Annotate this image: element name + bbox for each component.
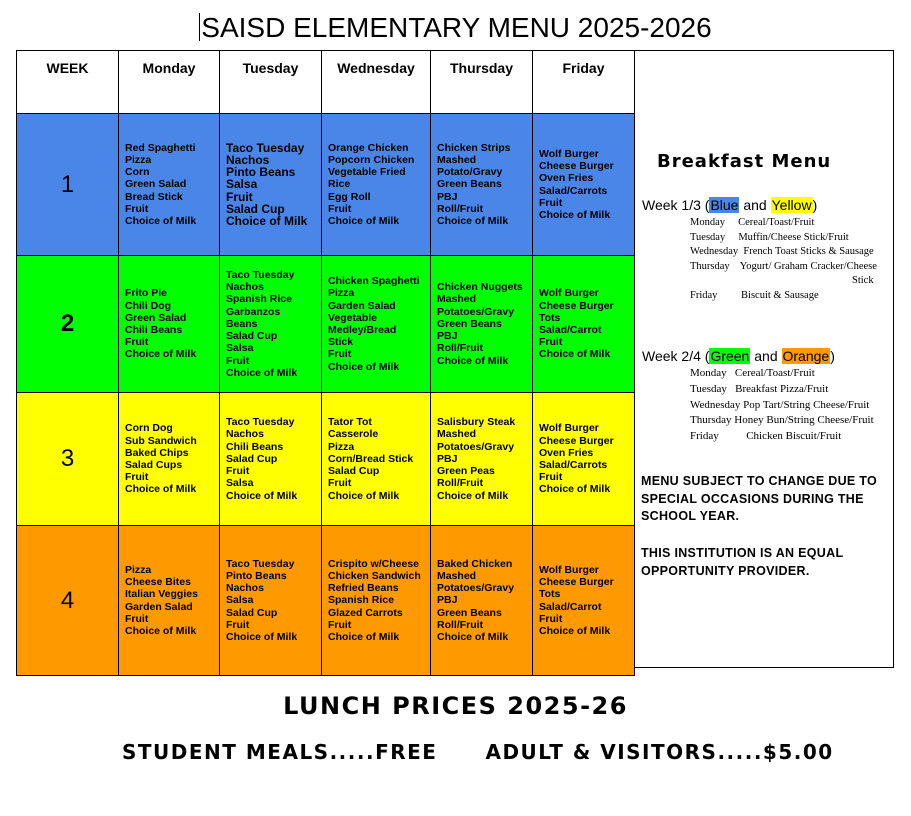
menu-item: Beans — [226, 317, 258, 330]
menu-item: Taco Tuesday — [226, 557, 295, 570]
breakfast-item: Monday Cereal/Toast/Fruit — [690, 367, 815, 379]
menu-item: Salisbury Steak — [437, 416, 516, 429]
menu-item: Green Peas — [437, 465, 495, 478]
menu-item: Green Beans — [437, 606, 502, 619]
menu-item: Glazed Carrots — [328, 606, 403, 619]
menu-cell-monday — [119, 114, 220, 256]
menu-item: Pinto Beans — [226, 165, 296, 180]
menu-item: Oven Fries — [539, 446, 594, 459]
menu-item: Corn Dog — [125, 422, 173, 435]
menu-item: Fruit — [328, 202, 352, 215]
menu-item: Salsa — [226, 477, 254, 490]
breakfast-list-2-4 — [690, 366, 874, 445]
menu-cell-wednesday — [322, 526, 431, 676]
menu-item: Pizza — [328, 440, 355, 453]
menu-item: Garbanzos — [226, 305, 281, 318]
menu-item: Salsa — [226, 177, 258, 192]
breakfast-item: Friday Biscuit & Sausage — [690, 289, 819, 301]
breakfast-list-1-3 — [690, 216, 877, 303]
menu-item: Crispito w/Cheese — [328, 557, 420, 570]
menu-item: Mashed — [437, 153, 477, 166]
equal-opportunity-note: THIS INSTITUTION IS AN EQUAL OPPORTUNITY PROVIDER. — [641, 546, 844, 578]
menu-item: Fruit — [125, 202, 149, 215]
menu-item: Tator Tot — [328, 416, 372, 429]
menu-item: Cheese Burger — [539, 576, 614, 589]
yellow-highlight: Yellow — [771, 197, 812, 213]
menu-item: Frito Pie — [125, 287, 168, 300]
menu-cell-friday — [533, 256, 635, 393]
menu-item: Roll/Fruit — [437, 342, 484, 355]
menu-item: Cheese Burger — [539, 434, 614, 447]
menu-item: Tots — [539, 588, 561, 601]
menu-item: Choice of Milk — [539, 624, 611, 637]
header-friday: Friday — [533, 51, 635, 114]
menu-item: Wolf Burger — [539, 563, 599, 576]
menu-item: Fruit — [539, 471, 563, 484]
menu-item: Garden Salad — [125, 600, 193, 613]
menu-item: Choice of Milk — [328, 215, 400, 227]
menu-item: Choice of Milk — [226, 366, 298, 379]
page-title — [0, 12, 911, 44]
menu-item: Fruit — [539, 336, 563, 349]
menu-item: Casserole — [328, 428, 379, 441]
menu-item: Salad Cup — [226, 201, 285, 216]
menu-item: Medley/Bread — [328, 324, 397, 336]
menu-item: Fruit — [539, 196, 563, 209]
breakfast-item: Friday Chicken Biscuit/Fruit — [690, 430, 842, 443]
menu-item: Baked Chicken — [437, 557, 513, 570]
menu-item: Salad Cup — [226, 606, 278, 619]
breakfast-item: Stick — [852, 275, 874, 286]
menu-item: Wolf Burger — [539, 422, 599, 435]
menu-item: Chicken Sandwich — [328, 569, 421, 582]
menu-item: Choice of Milk — [125, 348, 197, 361]
week-row — [17, 256, 635, 393]
student-price: STUDENT MEALS.....FREE — [122, 740, 438, 764]
menu-item: Wolf Burger — [539, 147, 599, 160]
title-text: SAISD ELEMENTARY MENU 2025-2026 — [201, 12, 712, 43]
heading-suffix: ) — [812, 197, 818, 213]
menu-cell-friday — [533, 526, 635, 676]
menu-item: Taco Tuesday — [226, 416, 295, 429]
menu-item: Fruit — [226, 465, 250, 478]
orange-highlight: Orange — [782, 348, 830, 364]
menu-item: Egg Roll — [328, 190, 371, 203]
menu-item: Choice of Milk — [437, 354, 509, 367]
menu-item: Salad Cups — [125, 459, 183, 471]
menu-cell-thursday — [431, 393, 533, 526]
menu-item: Italian Veggies — [125, 588, 198, 601]
menu-item: Fruit — [125, 336, 149, 349]
menu-item: Wolf Burger — [539, 287, 599, 300]
menu-item: Garden Salad — [328, 299, 396, 312]
breakfast-item: Thursday Yogurt/ Graham Cracker/Cheese — [690, 260, 877, 272]
heading-prefix: Week 1/3 ( — [642, 197, 710, 213]
menu-item: Nachos — [226, 428, 264, 441]
week-row — [17, 114, 635, 256]
menu-item: Fruit — [125, 612, 149, 625]
menu-cell-tuesday — [220, 526, 322, 676]
menu-item: Orange Chicken — [328, 141, 409, 154]
menu-item: Cheese Burger — [539, 299, 614, 312]
menu-item: Fruit — [539, 612, 563, 625]
menu-cell-monday — [119, 526, 220, 676]
menu-item: Tots — [539, 311, 561, 324]
menu-item: Pizza — [125, 153, 152, 166]
blue-highlight: Blue — [710, 197, 739, 213]
menu-cell-friday — [533, 393, 635, 526]
breakfast-item: Wednesday French Toast Sticks & Sausage — [690, 246, 874, 257]
breakfast-item: Thursday Honey Bun/String Cheese/Fruit — [690, 414, 874, 427]
menu-item: Choice of Milk — [328, 631, 400, 643]
menu-item: Potatoes/Gravy — [437, 582, 515, 595]
menu-item: Stick — [328, 336, 354, 349]
menu-item: Popcorn Chicken — [328, 153, 415, 166]
menu-item: PBJ — [437, 452, 458, 465]
menu-item: Rice — [328, 178, 351, 191]
breakfast-item: Tuesday Breakfast Pizza/Fruit — [690, 382, 829, 395]
breakfast-panel — [634, 50, 894, 668]
menu-item: Chili Beans — [125, 324, 183, 336]
heading-and: and — [739, 197, 771, 213]
menu-item: Taco Tuesday — [226, 269, 295, 282]
menu-cell-thursday — [431, 114, 533, 256]
menu-item: Salsa — [226, 342, 254, 355]
menu-change-note: MENU SUBJECT TO CHANGE DUE TO SPECIAL OCCASIONS DURING THE SCHOOL YEAR. — [641, 474, 878, 523]
menu-item: Salsa — [226, 594, 254, 607]
menu-item: Spanish Rice — [226, 293, 292, 306]
menu-item: Green Beans — [437, 317, 502, 330]
menu-cell-wednesday — [322, 256, 431, 393]
menu-item: Taco Tuesday — [226, 140, 305, 155]
menu-cell-tuesday — [220, 256, 322, 393]
week-row — [17, 393, 635, 526]
menu-item: Fruit — [125, 471, 149, 484]
menu-item: Fruit — [328, 477, 352, 490]
breakfast-item: Monday Cereal/Toast/Fruit — [690, 217, 815, 228]
menu-item: Nachos — [226, 582, 264, 595]
menu-item: Salad/Carrot — [539, 600, 602, 613]
menu-item: Chicken Strips — [437, 141, 511, 154]
week-number: 4 — [17, 526, 119, 676]
menu-item: PBJ — [437, 594, 458, 607]
menu-cell-friday — [533, 114, 635, 256]
menu-item: Choice of Milk — [539, 483, 611, 496]
menu-item: Choice of Milk — [539, 348, 611, 361]
menu-cell-thursday — [431, 526, 533, 676]
menu-item: Fruit — [328, 618, 352, 631]
adult-price: ADULT & VISITORS.....$5.00 — [485, 740, 834, 764]
menu-item: Potatoes/Gravy — [437, 305, 515, 318]
menu-item: Pizza — [125, 563, 152, 576]
menu-item: Sub Sandwich — [125, 434, 197, 447]
menu-item: Green Beans — [437, 178, 502, 191]
menu-item: Corn/Bread Stick — [328, 452, 414, 465]
menu-item: Chicken Nuggets — [437, 281, 523, 294]
menu-item: Choice of Milk — [437, 215, 509, 227]
menu-item: Choice of Milk — [437, 631, 509, 643]
menu-item: Nachos — [226, 281, 264, 294]
menu-item: Salad/Carrot — [539, 324, 602, 336]
menu-item: Choice of Milk — [328, 360, 400, 373]
header-tuesday: Tuesday — [220, 51, 322, 114]
heading-prefix: Week 2/4 ( — [642, 348, 710, 364]
header-row — [17, 51, 635, 114]
header-monday: Monday — [119, 51, 220, 114]
menu-item: Fruit — [328, 348, 352, 361]
menu-item: Mashed — [437, 428, 477, 441]
menu-item: Green Salad — [125, 311, 187, 324]
menu-item: Cheese Burger — [539, 160, 614, 173]
menu-item: Pinto Beans — [226, 569, 287, 582]
breakfast-week-1-3-heading — [642, 197, 817, 213]
header-week: WEEK — [17, 51, 119, 114]
menu-item: Choice of Milk — [125, 624, 197, 637]
menu-item: Cheese Bites — [125, 576, 191, 589]
menu-item: Choice of Milk — [125, 483, 197, 496]
header-wednesday: Wednesday — [322, 51, 431, 114]
menu-cell-monday — [119, 256, 220, 393]
week-number: 2 — [17, 256, 119, 393]
breakfast-title: Breakfast Menu — [657, 151, 832, 172]
menu-item: Choice of Milk — [226, 631, 298, 643]
menu-item: Choice of Milk — [226, 489, 298, 502]
week-row — [17, 526, 635, 676]
menu-item: Choice of Milk — [125, 215, 197, 227]
menu-item: Choice of Milk — [328, 489, 400, 502]
menu-item: Baked Chips — [125, 446, 189, 459]
menu-item: Potato/Gravy — [437, 166, 503, 179]
menu-item: Fruit — [226, 189, 253, 204]
heading-suffix: ) — [830, 348, 835, 364]
menu-item: Vegetable Fried — [328, 166, 406, 179]
menu-item: Mashed — [437, 293, 477, 306]
green-highlight: Green — [710, 348, 750, 364]
menu-item: Fruit — [226, 354, 250, 367]
menu-item: Choice of Milk — [226, 214, 308, 228]
menu-item: Chili Dog — [125, 299, 172, 312]
menu-cell-tuesday — [220, 114, 322, 256]
menu-cell-thursday — [431, 256, 533, 393]
week-number: 1 — [17, 114, 119, 256]
menu-item: Chili Beans — [226, 440, 284, 453]
heading-and: and — [750, 348, 782, 364]
menu-item: Roll/Fruit — [437, 202, 484, 215]
menu-item: Spanish Rice — [328, 594, 394, 607]
header-thursday: Thursday — [431, 51, 533, 114]
menu-item: PBJ — [437, 330, 458, 343]
menu-item: Choice of Milk — [539, 208, 611, 221]
menu-cell-monday — [119, 393, 220, 526]
menu-item: Pizza — [328, 287, 355, 300]
menu-item: Fruit — [226, 618, 250, 631]
menu-cell-wednesday — [322, 393, 431, 526]
menu-cell-tuesday — [220, 393, 322, 526]
menu-item: Roll/Fruit — [437, 618, 484, 631]
menu-item: Chicken Spaghetti — [328, 275, 420, 288]
menu-item: Oven Fries — [539, 172, 594, 185]
breakfast-item: Wednesday Pop Tart/String Cheese/Fruit — [690, 398, 870, 411]
menu-item: Salad/Carrots — [539, 184, 608, 197]
menu-item: Choice of Milk — [437, 489, 509, 502]
menu-item: Salad Cup — [226, 452, 278, 465]
menu-item: Salad Cup — [226, 330, 278, 343]
menu-item: Salad/Carrots — [539, 459, 608, 471]
menu-item: Salad Cup — [328, 465, 380, 478]
lunch-menu-table — [16, 50, 635, 676]
menu-item: Mashed — [437, 569, 477, 582]
breakfast-item: Tuesday Muffin/Cheese Stick/Fruit — [690, 231, 849, 243]
menu-item: Vegetable — [328, 311, 378, 324]
menu-item: Green Salad — [125, 178, 187, 191]
menu-item: Refried Beans — [328, 582, 399, 595]
menu-item: Corn — [125, 166, 150, 179]
menu-item: Bread Stick — [125, 190, 183, 203]
week-number: 3 — [17, 393, 119, 526]
menu-cell-wednesday — [322, 114, 431, 256]
menu-item: PBJ — [437, 190, 458, 203]
menu-item: Potatoes/Gravy — [437, 440, 515, 453]
menu-item: Roll/Fruit — [437, 477, 484, 490]
breakfast-week-2-4-heading — [642, 348, 835, 364]
lunch-prices-line — [122, 740, 834, 764]
lunch-prices-title: LUNCH PRICES 2025-26 — [283, 692, 628, 720]
menu-item: Nachos — [226, 152, 270, 167]
menu-item: Red Spaghetti — [125, 141, 196, 154]
